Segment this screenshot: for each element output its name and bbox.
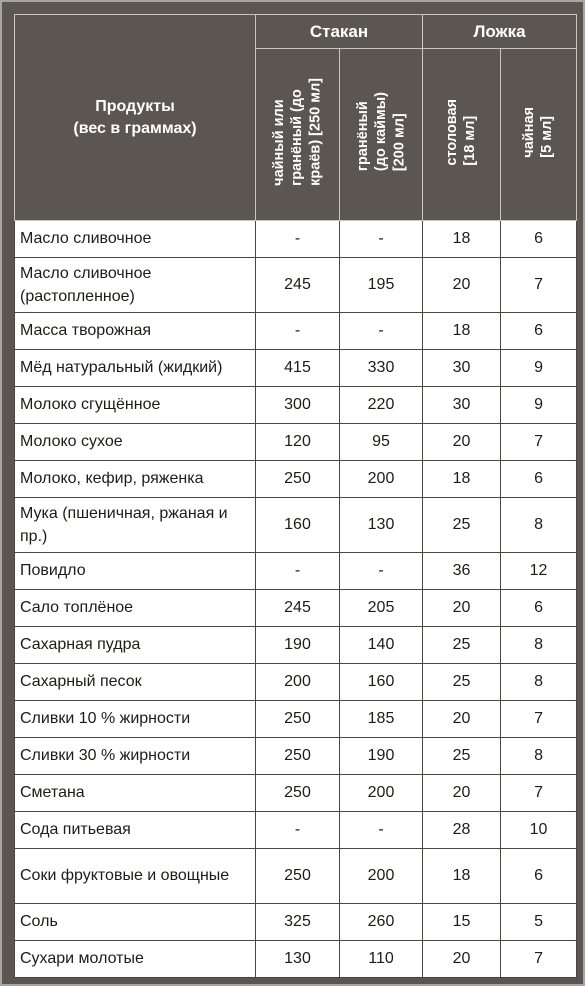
table-row [15,664,577,701]
glass-250-cell: 190 [256,627,340,664]
product-name-cell: Масса творожная [15,313,256,350]
teaspoon-cell: 7 [501,258,577,313]
glass-200-cell: 190 [340,738,423,775]
table-row [15,498,577,553]
product-name-cell: Масло сливочное [15,221,256,258]
glass-250-cell: 250 [256,738,340,775]
tablespoon-cell: 25 [423,738,501,775]
glass-200-cell: 195 [340,258,423,313]
product-name-cell: Сливки 30 % жирности [15,738,256,775]
tablespoon-cell: 20 [423,701,501,738]
product-name-cell: Масло сливочное (растопленное) [15,258,256,313]
product-name-cell: Сахарный песок [15,664,256,701]
glass-250-cell: 130 [256,941,340,978]
glass-200-cell: 200 [340,461,423,498]
tablespoon-cell: 20 [423,941,501,978]
teaspoon-cell: 8 [501,664,577,701]
teaspoon-cell: 12 [501,553,577,590]
teaspoon-cell: 9 [501,387,577,424]
glass-200-cell: 140 [340,627,423,664]
glass-250-cell: 200 [256,664,340,701]
teaspoon-cell: 6 [501,221,577,258]
table-row [15,904,577,941]
glass-200-cell: 330 [340,350,423,387]
teaspoon-cell: 9 [501,350,577,387]
glass-250-cell: 325 [256,904,340,941]
product-name-cell: Соки фруктовые и овощные [15,849,256,904]
glass-250-cell: 300 [256,387,340,424]
glass-200-cell: 95 [340,424,423,461]
table-row [15,387,577,424]
teaspoon-cell: 7 [501,424,577,461]
tablespoon-cell: 20 [423,590,501,627]
product-name-cell: Молоко сгущённое [15,387,256,424]
glass-250-cell: 120 [256,424,340,461]
tablespoon-cell: 20 [423,775,501,812]
table-row [15,424,577,461]
glass-200-cell: 200 [340,849,423,904]
product-name-cell: Молоко, кефир, ряженка [15,461,256,498]
glass-250-cell: 250 [256,849,340,904]
teaspoon-cell: 7 [501,941,577,978]
product-name-cell: Сода питьевая [15,812,256,849]
table-row [15,313,577,350]
tablespoon-cell: 25 [423,498,501,553]
product-name-cell: Мука (пшеничная, ржаная и пр.) [15,498,256,553]
table-row [15,627,577,664]
glass-200-cell: - [340,812,423,849]
glass-200-cell: 185 [340,701,423,738]
glass-250-header: чайный или гранёный (до краёв) [250 мл] [256,49,340,221]
table-body [15,221,577,978]
tablespoon-cell: 18 [423,313,501,350]
glass-250-cell: 245 [256,590,340,627]
glass-200-cell: - [340,553,423,590]
teaspoon-cell: 8 [501,627,577,664]
tablespoon-cell: 28 [423,812,501,849]
table-row [15,553,577,590]
products-column-header: Продукты (вес в граммах) [15,15,256,221]
table-row [15,258,577,313]
table-row [15,775,577,812]
glass-250-cell: 160 [256,498,340,553]
tablespoon-cell: 18 [423,461,501,498]
teaspoon-cell: 6 [501,849,577,904]
table-row [15,350,577,387]
teaspoon-cell: 6 [501,461,577,498]
product-name-cell: Сметана [15,775,256,812]
product-name-cell: Повидло [15,553,256,590]
table-row [15,590,577,627]
tablespoon-cell: 30 [423,387,501,424]
tablespoon-cell: 25 [423,664,501,701]
teaspoon-cell: 6 [501,313,577,350]
glass-250-cell: 245 [256,258,340,313]
glass-250-cell: 250 [256,701,340,738]
tablespoon-cell: 20 [423,424,501,461]
table-row [15,941,577,978]
glass-250-cell: - [256,221,340,258]
tablespoon-cell: 15 [423,904,501,941]
spoon-group-header: Ложка [423,15,577,49]
table-row [15,738,577,775]
glass-250-cell: - [256,313,340,350]
tablespoon-cell: 25 [423,627,501,664]
product-name-cell: Сливки 10 % жирности [15,701,256,738]
product-name-cell: Молоко сухое [15,424,256,461]
teaspoon-cell: 7 [501,775,577,812]
tablespoon-cell: 18 [423,849,501,904]
teaspoon-cell: 10 [501,812,577,849]
glass-200-cell: 160 [340,664,423,701]
glass-200-cell: - [340,221,423,258]
table-row [15,461,577,498]
teaspoon-cell: 7 [501,701,577,738]
glass-200-cell: 110 [340,941,423,978]
tablespoon-cell: 36 [423,553,501,590]
tablespoon-header: столовая [18 мл] [423,49,501,221]
glass-200-header: гранёный (до каймы) [200 мл] [340,49,423,221]
glass-250-cell: - [256,553,340,590]
table-row [15,221,577,258]
teaspoon-cell: 6 [501,590,577,627]
glass-250-cell: 250 [256,461,340,498]
table-header [15,15,577,221]
glass-200-cell: 260 [340,904,423,941]
teaspoon-cell: 5 [501,904,577,941]
glass-200-cell: 130 [340,498,423,553]
glass-250-cell: - [256,812,340,849]
product-name-cell: Сахарная пудра [15,627,256,664]
glass-200-cell: 205 [340,590,423,627]
glass-200-cell: - [340,313,423,350]
tablespoon-cell: 30 [423,350,501,387]
glass-250-cell: 250 [256,775,340,812]
product-name-cell: Мёд натуральный (жидкий) [15,350,256,387]
teaspoon-cell: 8 [501,738,577,775]
product-name-cell: Соль [15,904,256,941]
table-row [15,849,577,904]
glass-250-cell: 415 [256,350,340,387]
table-row [15,812,577,849]
glass-200-cell: 200 [340,775,423,812]
measures-table [14,14,577,978]
product-name-cell: Сало топлёное [15,590,256,627]
teaspoon-cell: 8 [501,498,577,553]
glass-group-header: Стакан [256,15,423,49]
table-row [15,701,577,738]
glass-200-cell: 220 [340,387,423,424]
product-name-cell: Сухари молотые [15,941,256,978]
teaspoon-header: чайная [5 мл] [501,49,577,221]
tablespoon-cell: 20 [423,258,501,313]
tablespoon-cell: 18 [423,221,501,258]
